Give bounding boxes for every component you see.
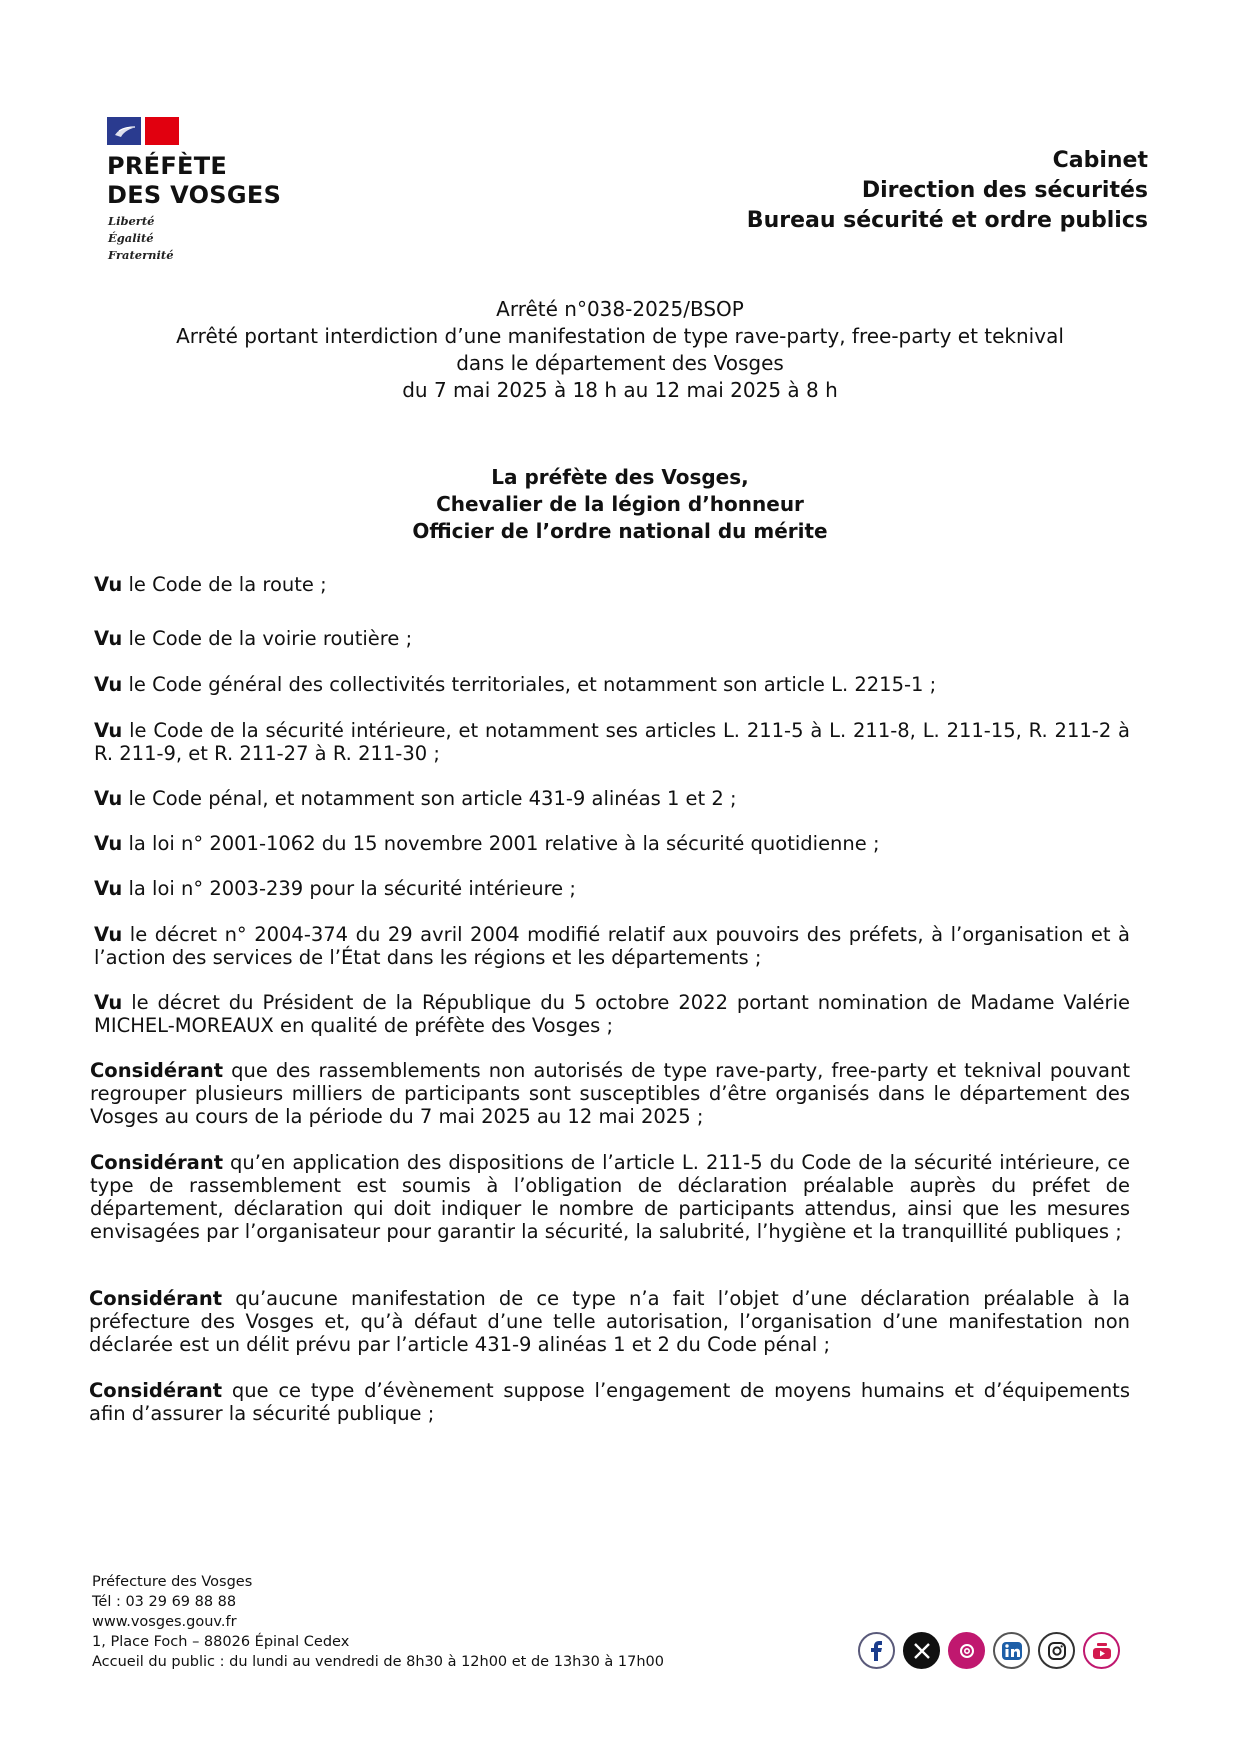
considerant-text: qu’aucune manifestation de ce type n’a fait l’objet d’une déclaration préalable à la préfecture des Vosges et, qu’à défaut d’une telle autorisation, l’organisation d’une manifestation non déclarée est un délit prévu par l’article 431-9 alinéas 1 et 2 du Code pénal ;	[89, 1287, 1130, 1356]
service-cabinet: Cabinet	[1052, 148, 1148, 173]
considerant-lead: Considérant	[90, 1151, 224, 1174]
motto-liberte: Liberté	[108, 214, 155, 228]
considerant-paragraph	[89, 1287, 1130, 1356]
linkedin-icon[interactable]	[993, 1632, 1030, 1669]
considerant-text: que ce type d’évènement suppose l’engagement de moyens humains et d’équipements afin d’assurer la sécurité publique ;	[89, 1379, 1130, 1425]
instagram-icon[interactable]	[1038, 1632, 1075, 1669]
republic-motto	[108, 213, 174, 264]
marianne-flag-icon	[107, 117, 179, 145]
visa-lead: Vu	[94, 673, 123, 696]
considerant-paragraph	[90, 1151, 1130, 1243]
threads-icon[interactable]	[948, 1632, 985, 1669]
visa-paragraph	[94, 923, 1130, 969]
authority-block	[150, 464, 1090, 545]
authority-line1: La préfète des Vosges,	[491, 465, 749, 489]
service-header	[747, 146, 1148, 236]
visa-paragraph	[94, 832, 1130, 855]
social-icons	[858, 1632, 1120, 1669]
motto-egalite: Égalité	[108, 231, 154, 245]
considerant-lead: Considérant	[90, 1059, 224, 1082]
decree-title	[150, 296, 1090, 404]
visa-paragraph	[94, 573, 1130, 596]
footer-phone: Tél : 03 29 69 88 88	[92, 1594, 237, 1610]
footer-address: 1, Place Foch – 88026 Épinal Cedex	[92, 1634, 350, 1650]
prefecture-name-line1: PRÉFÈTE	[107, 152, 228, 180]
service-bureau: Bureau sécurité et ordre publics	[746, 208, 1148, 233]
visa-text: la loi n° 2003-239 pour la sécurité intérieure ;	[122, 877, 576, 900]
decree-title-line3: du 7 mai 2025 à 18 h au 12 mai 2025 à 8 h	[402, 378, 838, 402]
visa-text: la loi n° 2001-1062 du 15 novembre 2001 relative à la sécurité quotidienne ;	[122, 832, 880, 855]
considerant-paragraph	[90, 1059, 1130, 1128]
authority-line2: Chevalier de la légion d’honneur	[436, 492, 804, 516]
prefecture-name-line2: DES VOSGES	[107, 181, 282, 209]
visa-text: le décret n° 2004-374 du 29 avril 2004 modifié relatif aux pouvoirs des préfets, à l’organisation et à l’action des services de l’État dans les régions et les départements ;	[94, 923, 1130, 969]
visa-paragraph	[94, 627, 1130, 650]
visa-paragraph	[94, 787, 1130, 810]
decree-number: Arrêté n°038-2025/BSOP	[496, 297, 744, 321]
visa-lead: Vu	[94, 787, 123, 810]
motto-fraternite: Fraternité	[108, 248, 174, 262]
decree-title-line1: Arrêté portant interdiction d’une manifestation de type rave-party, free-party et teknival	[176, 324, 1064, 348]
footer-prefecture: Préfecture des Vosges	[92, 1574, 253, 1590]
visa-text: le Code de la sécurité intérieure, et notamment ses articles L. 211-5 à L. 211-8, L. 211-15, R. 211-2 à R. 211-9, et R. 211-27 à R. 211-30 ;	[94, 719, 1130, 765]
visa-lead: Vu	[94, 991, 123, 1014]
authority-line3: Officier de l’ordre national du mérite	[412, 519, 828, 543]
service-direction: Direction des sécurités	[861, 178, 1148, 203]
considerant-lead: Considérant	[89, 1287, 223, 1310]
footer-hours: Accueil du public : du lundi au vendredi de 8h30 à 12h00 et de 13h30 à 17h00	[92, 1654, 664, 1670]
republic-logo	[107, 117, 182, 145]
footer-contact	[92, 1572, 664, 1672]
visa-lead: Vu	[94, 719, 123, 742]
visa-text: le Code de la voirie routière ;	[122, 627, 413, 650]
visa-text: le Code général des collectivités territoriales, et notamment son article L. 2215-1 ;	[122, 673, 937, 696]
visa-lead: Vu	[94, 923, 123, 946]
visa-lead: Vu	[94, 832, 123, 855]
visa-text: le décret du Président de la République du 5 octobre 2022 portant nomination de Madame Valérie MICHEL-MOREAUX en qualité de préfète des Vosges ;	[94, 991, 1130, 1037]
considerant-text: que des rassemblements non autorisés de type rave-party, free-party et teknival pouvant regrouper plusieurs milliers de participants sont susceptibles d’être organisés dans le département des Vosges au cours de la période du 7 mai 2025 au 12 mai 2025 ;	[90, 1059, 1130, 1128]
prefecture-name	[107, 152, 281, 210]
facebook-icon[interactable]	[858, 1632, 895, 1669]
visa-paragraph	[94, 719, 1130, 765]
visa-paragraph	[94, 877, 1130, 900]
youtube-icon[interactable]	[1083, 1632, 1120, 1669]
considerant-lead: Considérant	[89, 1379, 223, 1402]
visa-paragraph	[94, 991, 1130, 1037]
visa-paragraph	[94, 673, 1130, 696]
visa-lead: Vu	[94, 627, 123, 650]
visa-lead: Vu	[94, 573, 123, 596]
x-icon[interactable]	[903, 1632, 940, 1669]
considerant-paragraph	[89, 1379, 1130, 1425]
visa-text: le Code pénal, et notamment son article 431-9 alinéas 1 et 2 ;	[122, 787, 737, 810]
decree-title-line2: dans le département des Vosges	[456, 351, 784, 375]
considerant-text: qu’en application des dispositions de l’article L. 211-5 du Code de la sécurité intérieure, ce type de rassemblement est soumis à l’obligation de déclaration préalable auprès du préfet de département, déclaration qui doit indiquer le nombre de participants attendus, ainsi que les mesures envisagées par l’organisateur pour garantir la sécurité, la salubrité, l’hygiène et la tranquillité publiques ;	[90, 1151, 1130, 1243]
visa-lead: Vu	[94, 877, 123, 900]
visa-text: le Code de la route ;	[122, 573, 327, 596]
footer-website[interactable]: www.vosges.gouv.fr	[92, 1614, 237, 1630]
